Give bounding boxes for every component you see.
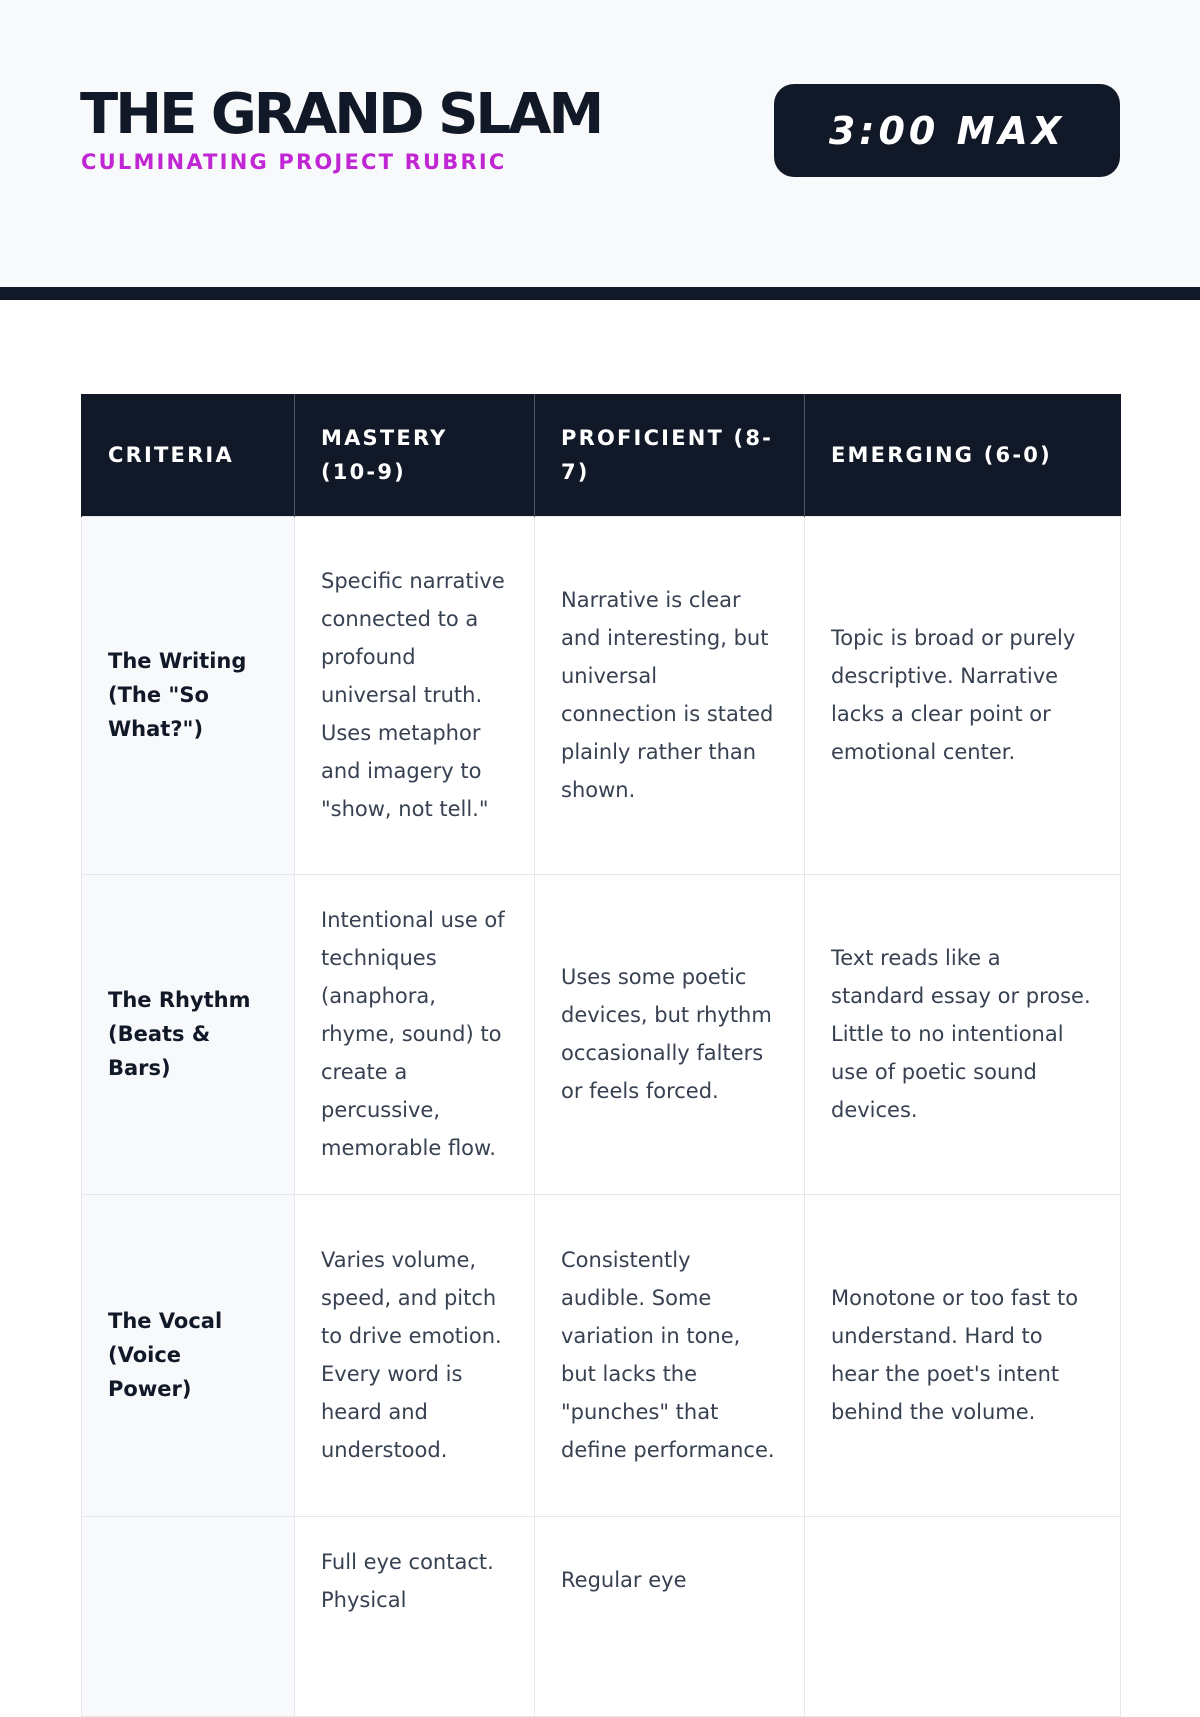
page-header <box>0 0 1200 300</box>
mastery-cell: Specific narrative connected to a profound universal truth. Uses metaphor and imagery to "show, not tell." <box>295 516 535 874</box>
column-header-mastery: MASTERY (10-9) <box>295 394 535 516</box>
column-header-proficient: PROFICIENT (8-7) <box>535 394 805 516</box>
mastery-cell: Intentional use of techniques (anaphora, rhyme, sound) to create a percussive, memorable flow. <box>295 874 535 1194</box>
table-row <box>82 874 1121 1194</box>
criteria-cell <box>82 1516 295 1716</box>
column-header-emerging: EMERGING (6-0) <box>805 394 1121 516</box>
mastery-cell: Varies volume, speed, and pitch to drive emotion. Every word is heard and understood. <box>295 1194 535 1516</box>
page-title: THE GRAND SLAM <box>80 82 602 147</box>
page-subtitle: CULMINATING PROJECT RUBRIC <box>81 150 507 174</box>
mastery-cell: Full eye contact. Physical <box>295 1516 535 1716</box>
proficient-cell: Narrative is clear and interesting, but universal connection is stated plainly rather than shown. <box>535 516 805 874</box>
table-row <box>82 1516 1121 1716</box>
column-header-criteria: CRITERIA <box>82 394 295 516</box>
emerging-cell: Topic is broad or purely descriptive. Narrative lacks a clear point or emotional center. <box>805 516 1121 874</box>
rubric-table <box>81 394 1121 1717</box>
proficient-cell: Regular eye <box>535 1516 805 1716</box>
emerging-cell <box>805 1516 1121 1716</box>
rubric-header-row <box>82 394 1121 516</box>
time-limit-badge <box>774 84 1120 177</box>
emerging-cell: Monotone or too fast to understand. Hard to hear the poet's intent behind the volume. <box>805 1194 1121 1516</box>
emerging-cell: Text reads like a standard essay or prose. Little to no intentional use of poetic sound devices. <box>805 874 1121 1194</box>
table-row <box>82 516 1121 874</box>
proficient-cell: Uses some poetic devices, but rhythm occasionally falters or feels forced. <box>535 874 805 1194</box>
criteria-cell: The Rhythm (Beats & Bars) <box>82 874 295 1194</box>
criteria-cell: The Writing (The "So What?") <box>82 516 295 874</box>
time-limit-label: 3:00 MAX <box>828 108 1066 153</box>
table-row <box>82 1194 1121 1516</box>
criteria-cell: The Vocal (Voice Power) <box>82 1194 295 1516</box>
proficient-cell: Consistently audible. Some variation in tone, but lacks the "punches" that define performance. <box>535 1194 805 1516</box>
